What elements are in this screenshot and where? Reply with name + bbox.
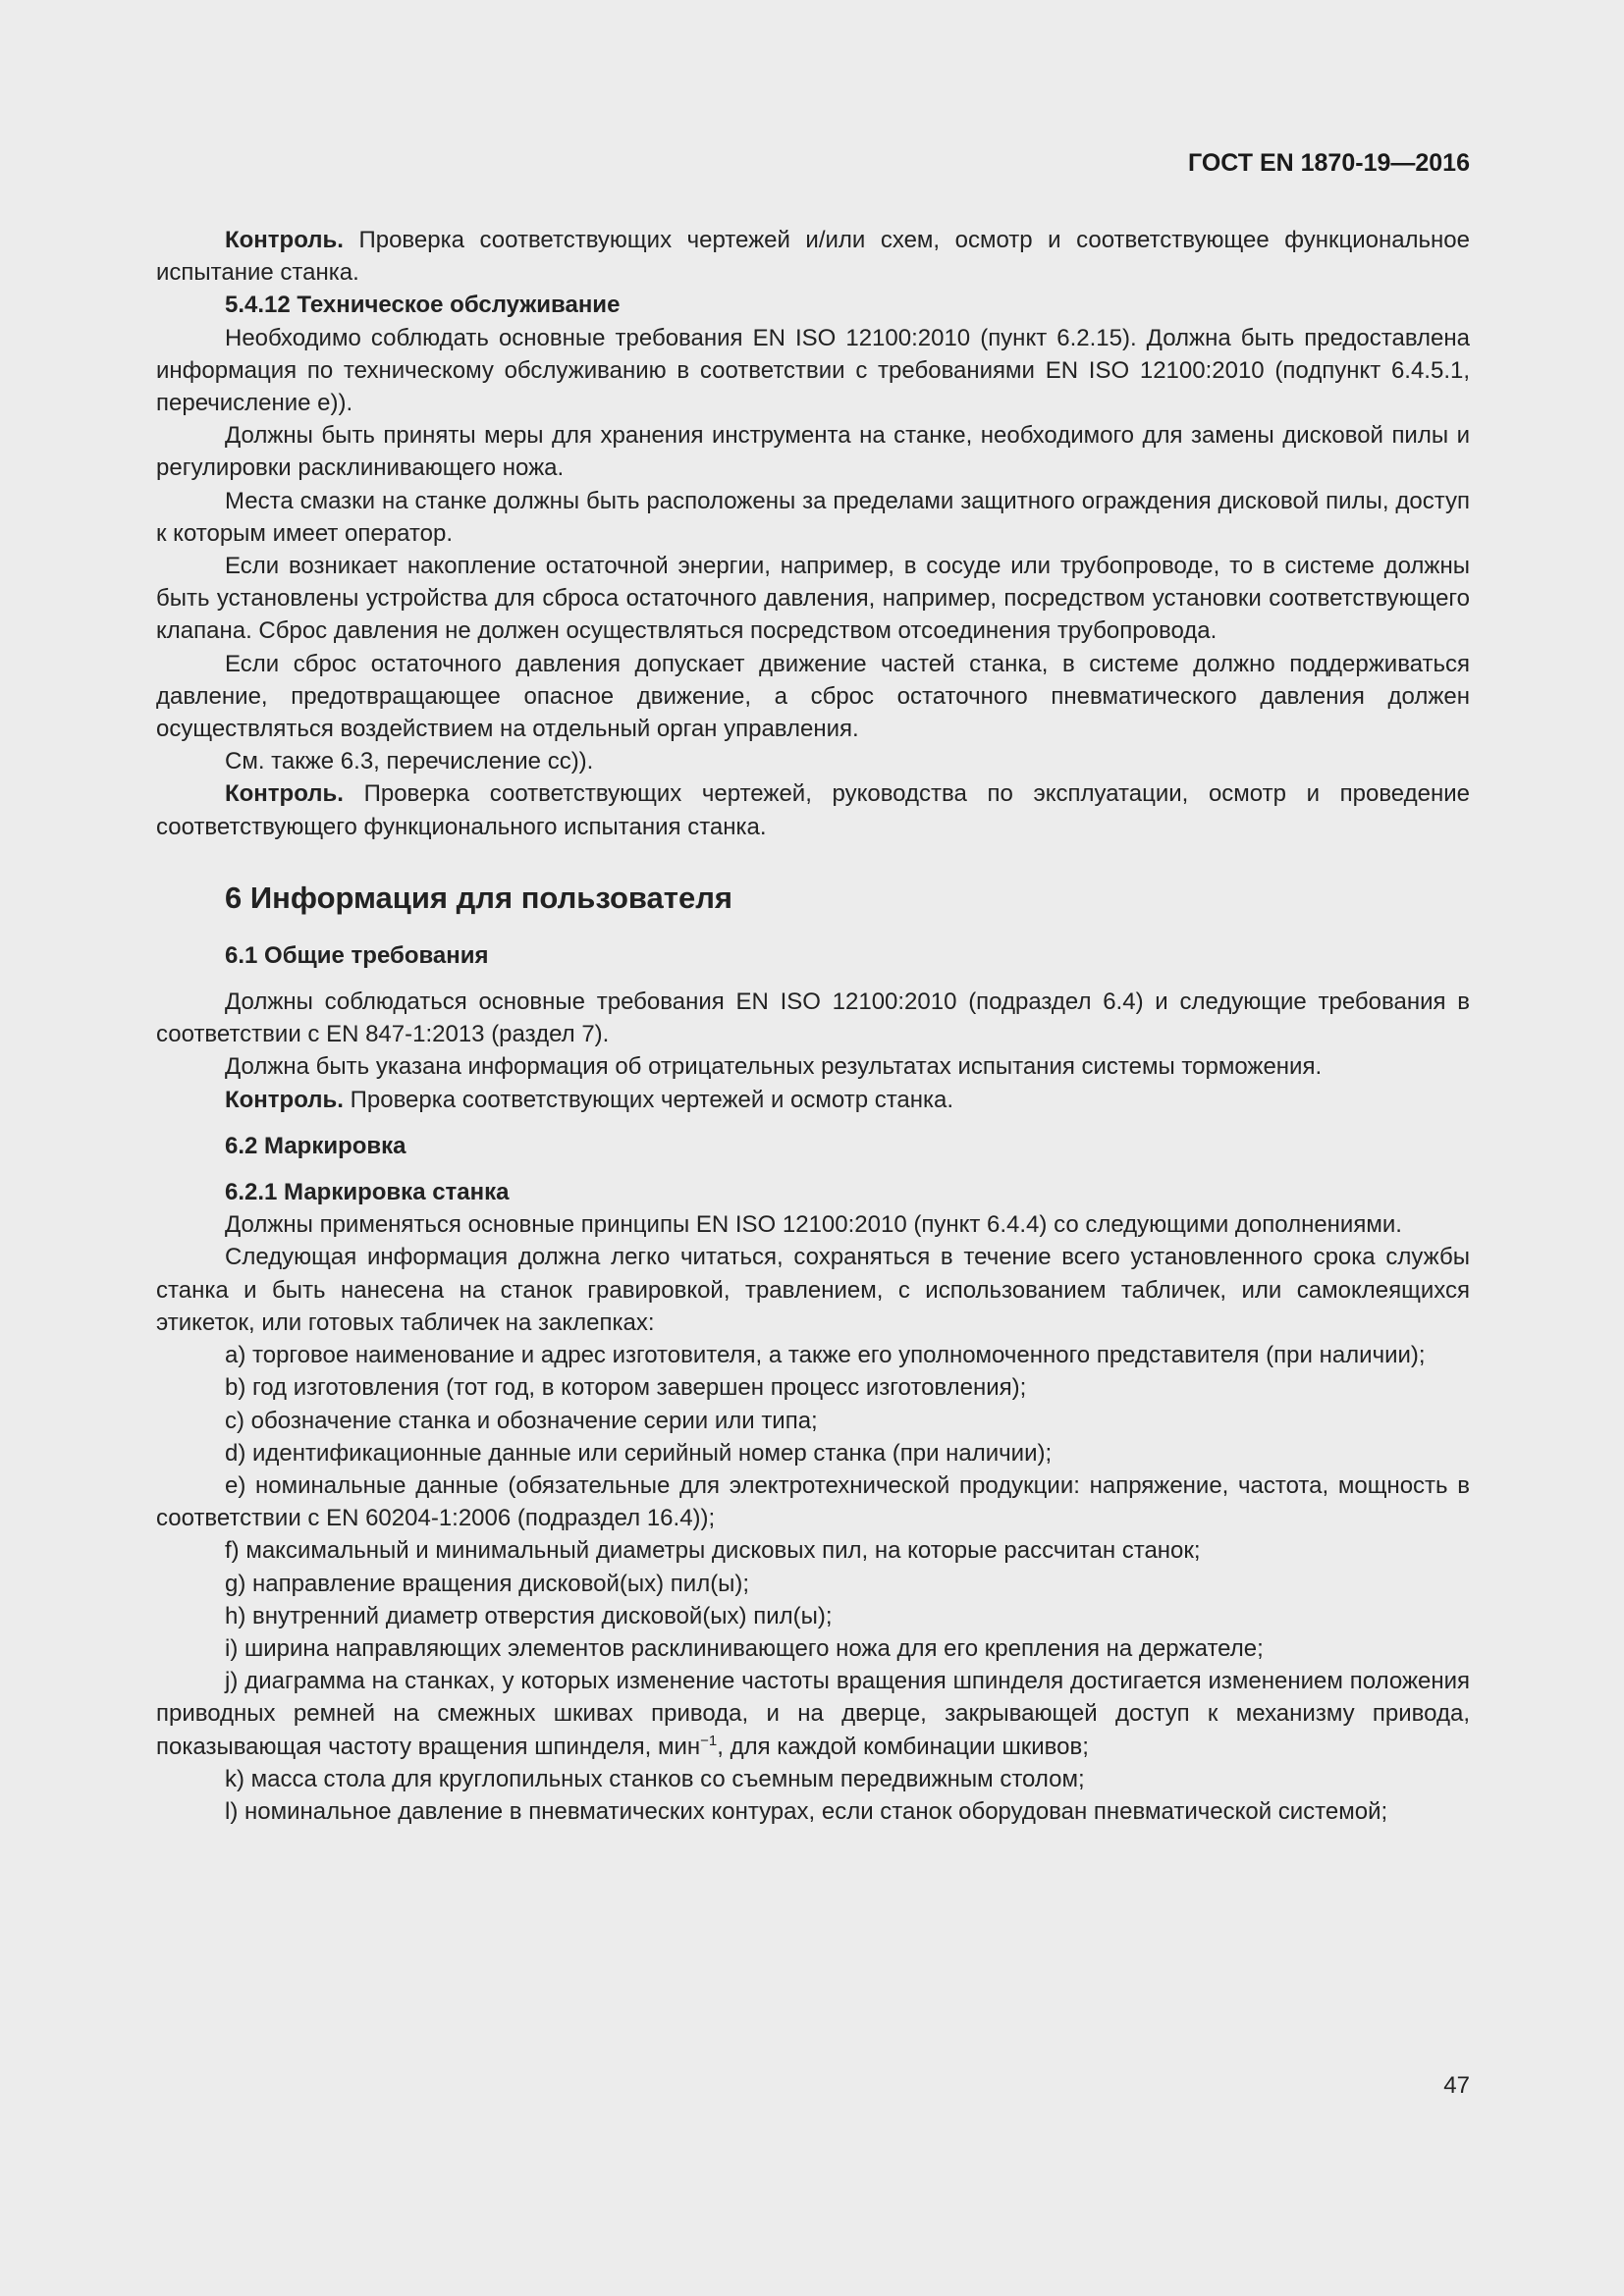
- paragraph: [156, 1339, 1470, 1371]
- paragraph-text: k) масса стола для круглопильных станков со съемным передвижным столом;: [225, 1765, 1085, 1792]
- paragraph: [156, 419, 1470, 484]
- paragraph-text: Проверка соответствующих чертежей и осмотр станка.: [343, 1086, 954, 1113]
- paragraph-lead: Контроль.: [225, 227, 344, 253]
- paragraph: [156, 1050, 1470, 1083]
- paragraph: [156, 1405, 1470, 1437]
- clause-heading: [156, 1176, 1470, 1208]
- paragraph-lead: Контроль.: [225, 780, 344, 808]
- paragraph: [156, 1469, 1470, 1534]
- paragraph: [156, 1763, 1470, 1795]
- paragraph-text: Должны применяться основные принципы EN ISO 12100:2010 (пункт 6.4.4) со следующими дополнениями.: [225, 1211, 1402, 1239]
- paragraph-text: b) год изготовления (тот год, в котором завершен процесс изготовления);: [225, 1374, 1027, 1402]
- paragraph-text: g) направление вращения дисковой(ых) пил(ы);: [225, 1570, 750, 1597]
- paragraph-text: i) ширина направляющих элементов расклинивающего ножа для его крепления на держателе;: [225, 1634, 1264, 1662]
- superscript: −1: [700, 1732, 718, 1749]
- paragraph: [156, 1084, 1470, 1116]
- paragraph-text: Должна быть указана информация об отрицательных результатах испытания системы торможения.: [225, 1053, 1323, 1081]
- section-heading: [156, 879, 1470, 918]
- paragraph-text: Проверка соответствующих чертежей, руководства по эксплуатации, осмотр и проведение соответствующего функционального испытания станка.: [156, 780, 1470, 840]
- paragraph-text: Должны соблюдаться основные требования EN ISO 12100:2010 (подраздел 6.4) и следующие требования в соответствии с EN 847-1:2013 (раздел 7).: [156, 988, 1470, 1048]
- paragraph-text: Если возникает накопление остаточной энергии, например, в сосуде или трубопроводе, то в системе должны быть установлены устройства для сброса остаточного давления, например, посредством установки соответствующего клапана. Сброс давления не должен осуществляться посредством отсоединения трубопровода.: [156, 553, 1470, 645]
- paragraph: [156, 648, 1470, 746]
- paragraph: [156, 1241, 1470, 1339]
- paragraph: [156, 777, 1470, 842]
- paragraph-text: Места смазки на станке должны быть расположены за пределами защитного ограждения дисковой пилы, доступ к которым имеет оператор.: [156, 487, 1470, 547]
- paragraph: [156, 986, 1470, 1050]
- paragraph-text: Необходимо соблюдать основные требования EN ISO 12100:2010 (пункт 6.2.15). Должна быть предоставлена информация по техническому обслуживанию в соответствии с требованиями EN ISO 12100:2010 (подпункт 6.4.5.1, перечисление е)).: [156, 324, 1470, 417]
- clause-heading: [156, 289, 1470, 321]
- paragraph-text: 6.2 Маркировка: [225, 1132, 406, 1159]
- paragraph: [156, 1795, 1470, 1828]
- paragraph-text: j) диаграмма на станках, у которых изменение частоты вращения шпинделя достигается изменением положения приводных ремней на смежных шкивах привода, и на дверце, закрывающей доступ к механизму привода, показывающая частоту вращения шпинделя, мин: [156, 1668, 1470, 1760]
- paragraph-text: Должны быть приняты меры для хранения инструмента на станке, необходимого для замены дисковой пилы и регулировки расклинивающего ножа.: [156, 422, 1470, 482]
- paragraph-text: Если сброс остаточного давления допускает движение частей станка, в системе должно поддерживаться давление, предотвращающее опасное движение, а сброс остаточного пневматического давления должен осуществляться воздействием на отдельный орган управления.: [156, 650, 1470, 743]
- paragraph-text: l) номинальное давление в пневматических контурах, если станок оборудован пневматической системой;: [225, 1797, 1388, 1825]
- page-number: 47: [1443, 2072, 1470, 2099]
- paragraph-text: f) максимальный и минимальный диаметры дисковых пил, на которые рассчитан станок;: [225, 1537, 1201, 1565]
- paragraph-text: c) обозначение станка и обозначение серии или типа;: [225, 1407, 818, 1434]
- subsection-heading: [156, 1130, 1470, 1162]
- paragraph: [156, 550, 1470, 648]
- paragraph-text: 6.1 Общие требования: [225, 941, 489, 969]
- paragraph: [156, 1600, 1470, 1632]
- paragraph-text: 6 Информация для пользователя: [225, 880, 732, 915]
- paragraph: [156, 1371, 1470, 1404]
- paragraph: [156, 1437, 1470, 1469]
- paragraph: [156, 1568, 1470, 1600]
- paragraph: [156, 1632, 1470, 1665]
- paragraph-text-tail: , для каждой комбинации шкивов;: [717, 1733, 1089, 1760]
- paragraph: [156, 745, 1470, 777]
- paragraph: [156, 1534, 1470, 1567]
- paragraph-text: Следующая информация должна легко читаться, сохраняться в течение всего установленного срока службы станка и быть нанесена на станок гравировкой, травлением, с использованием табличек, или самоклеящихся этикеток, или готовых табличек на заклепках:: [156, 1244, 1470, 1336]
- paragraph-text: d) идентификационные данные или серийный номер станка (при наличии);: [225, 1439, 1053, 1467]
- paragraph: [156, 485, 1470, 550]
- paragraph-text: 5.4.12 Техническое обслуживание: [225, 292, 621, 319]
- paragraph: [156, 322, 1470, 420]
- document-body: [156, 224, 1470, 1828]
- paragraph-text: 6.2.1 Маркировка станка: [225, 1179, 510, 1206]
- paragraph-lead: Контроль.: [225, 1086, 344, 1113]
- document-header: ГОСТ EN 1870-19—2016: [1188, 149, 1470, 177]
- subsection-heading: [156, 939, 1470, 972]
- paragraph: [156, 1665, 1470, 1763]
- paragraph-text: h) внутренний диаметр отверстия дисковой(ых) пил(ы);: [225, 1602, 833, 1629]
- paragraph: [156, 224, 1470, 289]
- paragraph-text: e) номинальные данные (обязательные для электротехнической продукции: напряжение, частота, мощность в соответствии с EN 60204-1:2006 (подраздел 16.4));: [156, 1471, 1470, 1532]
- paragraph-text: См. также 6.3, перечисление cc)).: [225, 748, 594, 775]
- paragraph: [156, 1208, 1470, 1241]
- paragraph-text: Проверка соответствующих чертежей и/или схем, осмотр и соответствующее функциональное испытание станка.: [156, 227, 1470, 287]
- paragraph-text: a) торговое наименование и адрес изготовителя, а также его уполномоченного представителя (при наличии);: [225, 1342, 1426, 1369]
